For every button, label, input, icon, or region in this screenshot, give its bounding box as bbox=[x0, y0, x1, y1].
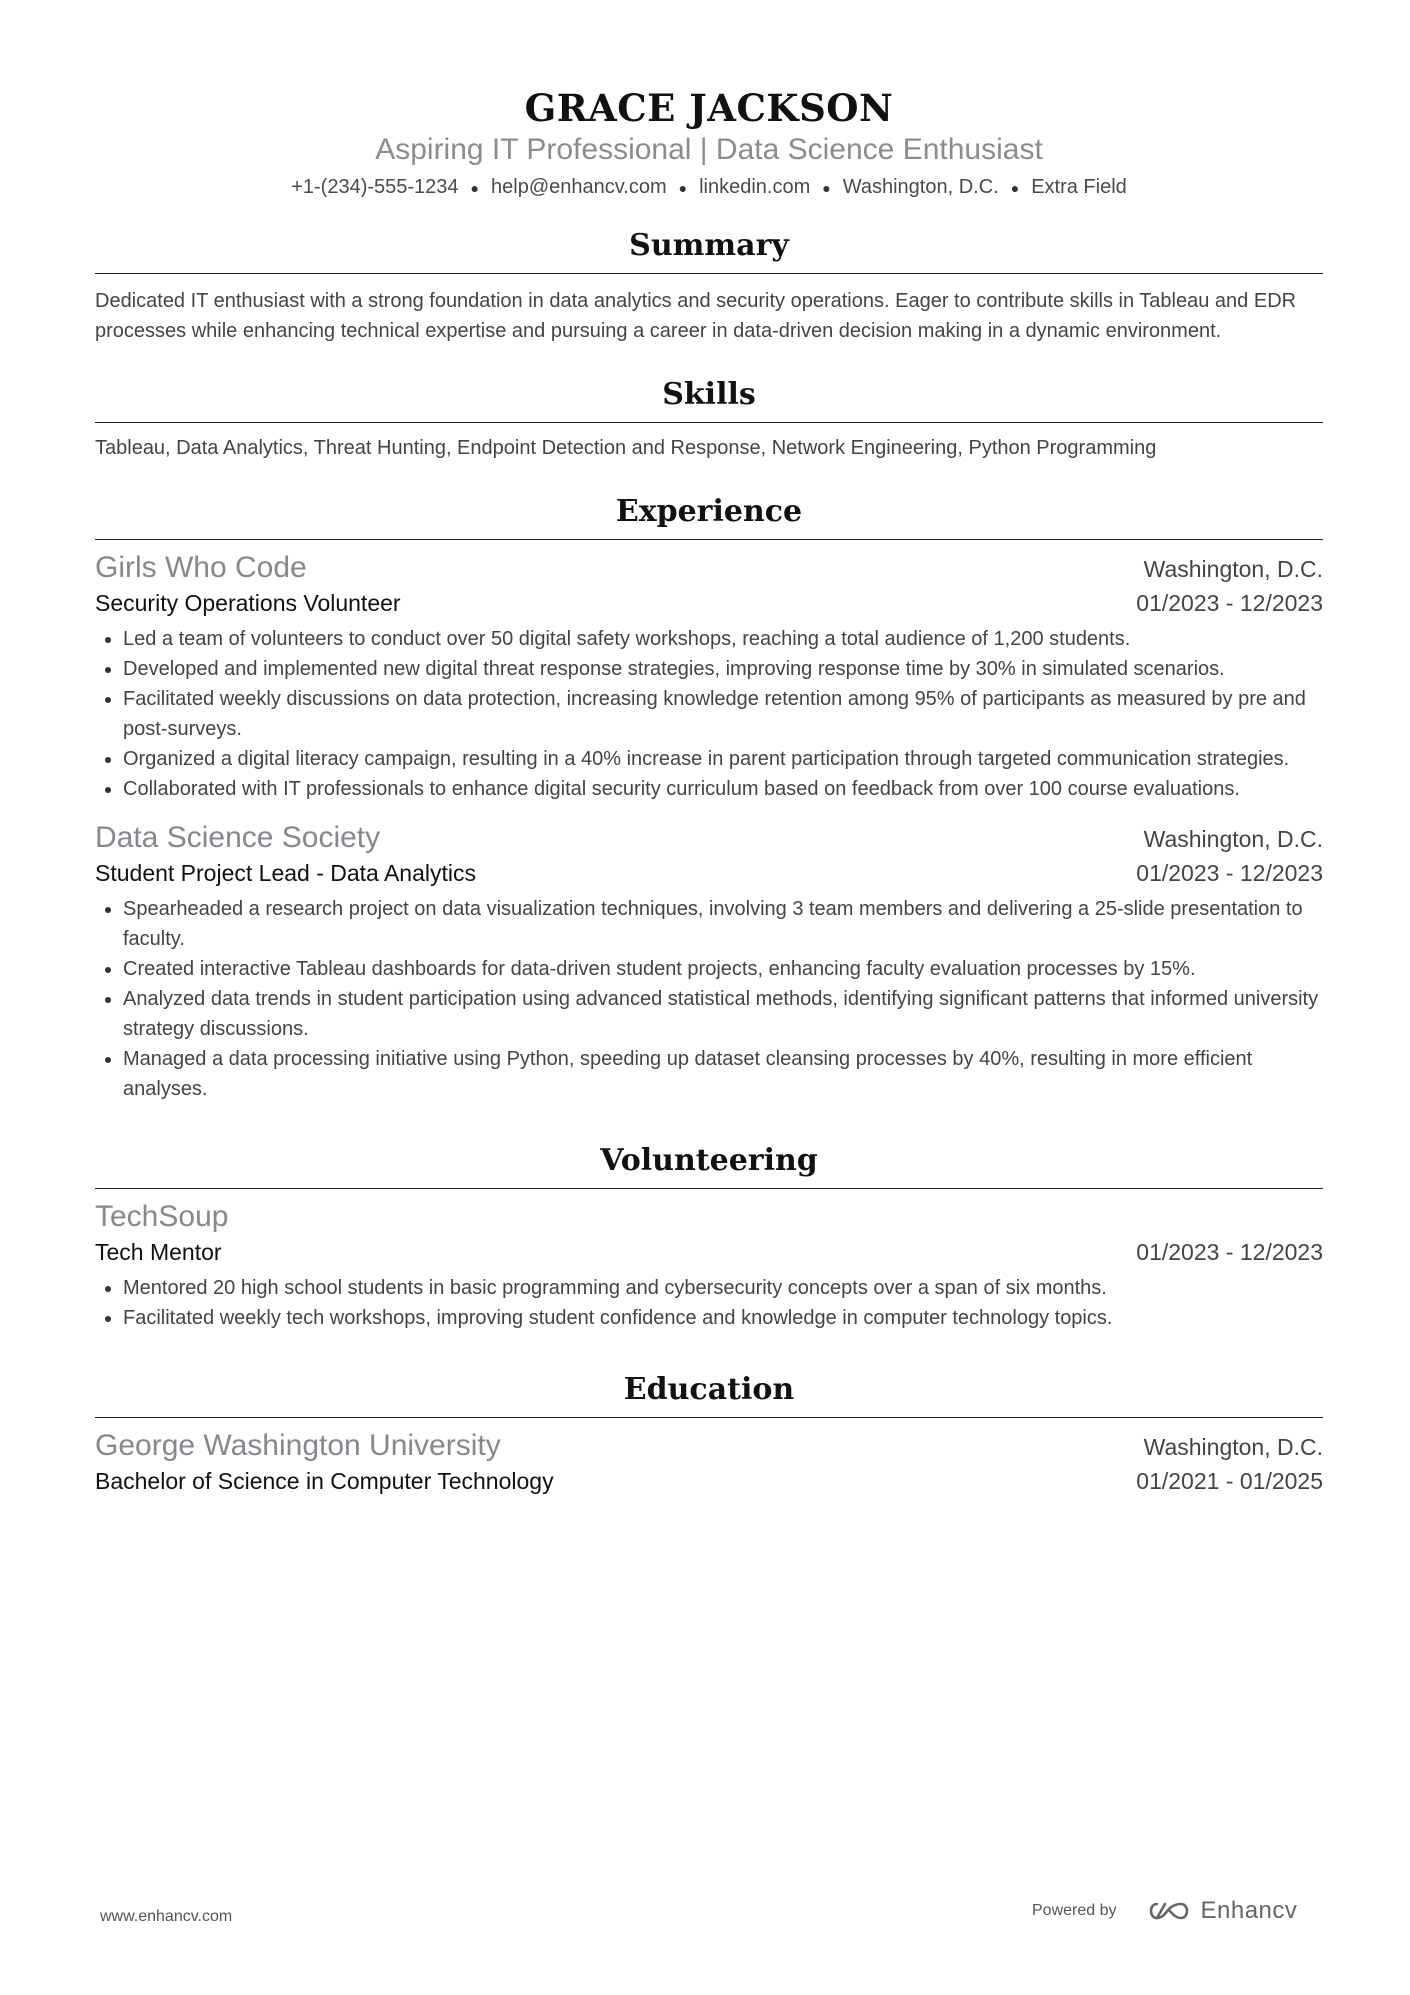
bullet-list bbox=[95, 624, 1323, 804]
footer-branding bbox=[1032, 1897, 1297, 1925]
separator-dot: ● bbox=[678, 179, 688, 196]
bullet-item: • Developed and implemented new digital threat response strategies, improving response time by 30% in simulated scenarios. bbox=[123, 654, 1323, 684]
experience-entry bbox=[95, 550, 1323, 804]
entry-location: Washington, D.C. bbox=[1143, 555, 1323, 582]
section-divider bbox=[95, 273, 1323, 274]
section-divider bbox=[95, 539, 1323, 540]
bullet-item: • Managed a data processing initiative using Python, speeding up dataset cleansing processes by 40%, resulting in more efficient analyses. bbox=[123, 1044, 1323, 1104]
education-section bbox=[95, 1371, 1323, 1498]
experience-section bbox=[95, 493, 1323, 1104]
section-title-summary: Summary bbox=[629, 227, 789, 263]
section-title-experience: Experience bbox=[615, 493, 803, 529]
bullet-item: • Analyzed data trends in student participation using advanced statistical methods, identifying significant patterns that informed university strategy discussions. bbox=[123, 984, 1323, 1044]
section-title-volunteering: Volunteering bbox=[600, 1142, 818, 1178]
entry-dates: 01/2023 - 12/2023 bbox=[1136, 589, 1323, 616]
section-title-skills: Skills bbox=[662, 376, 756, 412]
bullet-item: • Collaborated with IT professionals to enhance digital security curriculum based on feedback from over 100 course evaluations. bbox=[123, 774, 1323, 804]
volunteering-entry bbox=[95, 1199, 1323, 1333]
resume-header bbox=[95, 86, 1323, 201]
email: help@enhancv.com bbox=[491, 176, 667, 198]
linkedin: linkedin.com bbox=[699, 176, 811, 198]
entry-dates: 01/2023 - 12/2023 bbox=[1136, 859, 1323, 886]
bullet-item: • Created interactive Tableau dashboards for data-driven student projects, enhancing faculty evaluation processes by 15%. bbox=[123, 954, 1323, 984]
brand-name: Enhancv bbox=[1200, 1897, 1298, 1924]
section-divider bbox=[95, 1188, 1323, 1189]
education-entry bbox=[95, 1428, 1323, 1498]
entry-dates: 01/2023 - 12/2023 bbox=[1136, 1238, 1323, 1265]
summary-text: Dedicated IT enthusiast with a strong foundation in data analytics and security operations. Eager to contribute skills in Tableau and EDR processes while enhancing technical expertise and pursuing a career in data-driven decision making in a dynamic environment. bbox=[95, 289, 1297, 342]
enhancv-logo[interactable] bbox=[1145, 1897, 1298, 1925]
separator-dot: ● bbox=[822, 179, 831, 196]
entry-location: Washington, D.C. bbox=[1143, 1433, 1323, 1460]
bullet-item: • Spearheaded a research project on data visualization techniques, involving 3 team members and delivering a 25-slide presentation to faculty. bbox=[123, 894, 1323, 954]
summary-section bbox=[95, 227, 1323, 346]
contact-line bbox=[95, 174, 1323, 201]
bullet-item: • Facilitated weekly discussions on data protection, increasing knowledge retention among 95% of participants as measured by pre and post-surveys. bbox=[123, 684, 1323, 744]
candidate-title: Aspiring IT Professional | Data Science Enthusiast bbox=[375, 133, 1043, 166]
bullet-item: • Organized a digital literacy campaign, resulting in a 40% increase in parent participation through targeted communication strategies. bbox=[123, 744, 1323, 774]
resume-page bbox=[95, 0, 1323, 1498]
entry-dates: 01/2021 - 01/2025 bbox=[1136, 1467, 1323, 1494]
powered-by-label: Powered by bbox=[1032, 1902, 1117, 1919]
phone: +1-(234)-555-1234 bbox=[291, 176, 459, 198]
infinity-icon bbox=[1145, 1899, 1193, 1923]
job-title: Tech Mentor bbox=[95, 1238, 222, 1265]
section-divider bbox=[95, 422, 1323, 423]
skills-text: Tableau, Data Analytics, Threat Hunting, Endpoint Detection and Response, Network Engineering, Python Programming bbox=[95, 436, 1157, 459]
bullet-list bbox=[95, 1273, 1323, 1333]
entry-location: Washington, D.C. bbox=[1143, 825, 1323, 852]
organization-name: TechSoup bbox=[95, 1199, 229, 1233]
candidate-name: GRACE JACKSON bbox=[524, 86, 894, 130]
skills-section bbox=[95, 376, 1323, 463]
job-title: Security Operations Volunteer bbox=[95, 589, 401, 616]
bullet-item: • Facilitated weekly tech workshops, improving student confidence and knowledge in computer technology topics. bbox=[123, 1303, 1323, 1333]
location: Washington, D.C. bbox=[842, 176, 999, 198]
volunteering-section bbox=[95, 1142, 1323, 1333]
job-title: Student Project Lead - Data Analytics bbox=[95, 859, 476, 886]
degree: Bachelor of Science in Computer Technology bbox=[95, 1467, 554, 1494]
organization-name: Data Science Society bbox=[95, 820, 381, 854]
experience-entry bbox=[95, 820, 1323, 1104]
section-title-education: Education bbox=[623, 1371, 795, 1407]
bullet-item: • Led a team of volunteers to conduct over 50 digital safety workshops, reaching a total audience of 1,200 students. bbox=[123, 624, 1323, 654]
section-divider bbox=[95, 1417, 1323, 1418]
bullet-list bbox=[95, 894, 1323, 1104]
bullet-item: • Mentored 20 high school students in basic programming and cybersecurity concepts over a span of six months. bbox=[123, 1273, 1323, 1303]
extra-field: Extra Field bbox=[1031, 176, 1127, 198]
footer-website[interactable]: www.enhancv.com bbox=[100, 1908, 233, 1925]
school-name: George Washington University bbox=[95, 1428, 501, 1462]
separator-dot: ● bbox=[470, 179, 480, 196]
separator-dot: ● bbox=[1010, 179, 1020, 196]
organization-name: Girls Who Code bbox=[95, 550, 307, 584]
